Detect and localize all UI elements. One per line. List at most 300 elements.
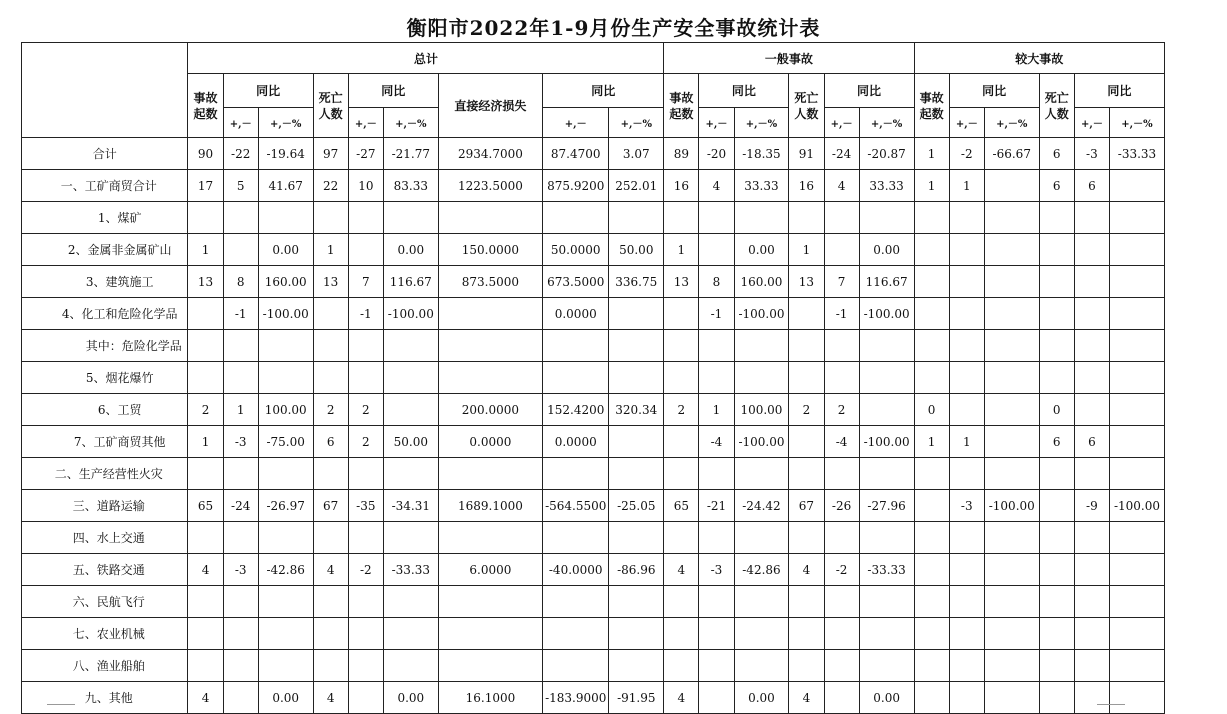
table-cell: 2 xyxy=(664,394,699,426)
table-cell xyxy=(1074,394,1109,426)
table-cell: 6 xyxy=(1074,170,1109,202)
table-cell xyxy=(313,522,348,554)
table-row xyxy=(22,330,1165,362)
table-cell xyxy=(914,298,949,330)
table-cell xyxy=(438,298,542,330)
table-cell: 5 xyxy=(223,170,258,202)
table-cell xyxy=(1109,522,1164,554)
table-cell: 0.00 xyxy=(734,682,789,714)
table-cell xyxy=(984,458,1039,490)
table-cell xyxy=(258,362,313,394)
table-cell xyxy=(859,522,914,554)
table-cell xyxy=(1074,650,1109,682)
table-cell: -27 xyxy=(348,138,383,170)
header-pct: +,－% xyxy=(859,108,914,138)
table-cell xyxy=(949,458,984,490)
header-diff: +,－ xyxy=(223,108,258,138)
table-cell xyxy=(789,618,824,650)
table-cell: 6 xyxy=(313,426,348,458)
table-cell xyxy=(664,650,699,682)
table-cell xyxy=(1074,458,1109,490)
table-cell: -19.64 xyxy=(258,138,313,170)
table-cell: 160.00 xyxy=(734,266,789,298)
table-cell xyxy=(543,202,609,234)
table-cell: 150.0000 xyxy=(438,234,542,266)
table-cell: 4 xyxy=(664,682,699,714)
group-header-total: 总计 xyxy=(188,43,664,74)
table-cell xyxy=(313,298,348,330)
table-cell xyxy=(859,394,914,426)
table-cell xyxy=(734,522,789,554)
table-cell xyxy=(984,362,1039,394)
table-cell: -4 xyxy=(824,426,859,458)
table-row xyxy=(22,586,1165,618)
table-cell xyxy=(949,298,984,330)
table-cell: 1 xyxy=(313,234,348,266)
table-cell: 67 xyxy=(313,490,348,522)
table-cell: 7 xyxy=(824,266,859,298)
table-cell: 1 xyxy=(789,234,824,266)
table-cell xyxy=(1109,650,1164,682)
table-cell: 0.0000 xyxy=(543,298,609,330)
table-cell xyxy=(1074,298,1109,330)
table-cell: 4 xyxy=(664,554,699,586)
table-cell xyxy=(348,362,383,394)
table-cell: 33.33 xyxy=(859,170,914,202)
table-cell: 4 xyxy=(824,170,859,202)
row-label: 三、道路运输 xyxy=(22,490,188,522)
table-cell: 4 xyxy=(699,170,734,202)
table-cell xyxy=(984,618,1039,650)
table-cell: 2 xyxy=(188,394,223,426)
table-cell xyxy=(734,362,789,394)
table-cell xyxy=(699,682,734,714)
table-cell xyxy=(949,554,984,586)
table-cell xyxy=(949,330,984,362)
table-cell xyxy=(1109,458,1164,490)
table-cell xyxy=(223,522,258,554)
table-cell xyxy=(188,586,223,618)
header-diff: +,－ xyxy=(824,108,859,138)
row-label: 五、铁路交通 xyxy=(22,554,188,586)
table-cell: 116.67 xyxy=(859,266,914,298)
table-cell xyxy=(984,554,1039,586)
table-cell: -100.00 xyxy=(258,298,313,330)
table-cell: -100.00 xyxy=(984,490,1039,522)
table-cell: 875.9200 xyxy=(543,170,609,202)
table-cell xyxy=(258,330,313,362)
table-cell: -35 xyxy=(348,490,383,522)
table-cell xyxy=(258,618,313,650)
table-row xyxy=(22,618,1165,650)
table-cell xyxy=(348,202,383,234)
header-accidents: 事故起数 xyxy=(914,74,949,138)
table-cell: 6 xyxy=(1039,138,1074,170)
table-cell xyxy=(223,586,258,618)
table-cell xyxy=(984,330,1039,362)
table-cell xyxy=(543,650,609,682)
table-cell xyxy=(859,202,914,234)
table-cell xyxy=(1074,330,1109,362)
header-pct: +,－% xyxy=(734,108,789,138)
table-cell: 8 xyxy=(223,266,258,298)
table-cell xyxy=(664,202,699,234)
table-cell xyxy=(1039,522,1074,554)
header-accidents: 事故起数 xyxy=(664,74,699,138)
table-cell xyxy=(258,522,313,554)
header-yoy: 同比 xyxy=(949,74,1039,108)
table-cell xyxy=(664,458,699,490)
table-cell: 2934.7000 xyxy=(438,138,542,170)
table-cell xyxy=(789,330,824,362)
table-cell xyxy=(1074,554,1109,586)
table-cell xyxy=(1074,202,1109,234)
table-cell: 10 xyxy=(348,170,383,202)
header-yoy: 同比 xyxy=(543,74,664,108)
table-cell xyxy=(348,650,383,682)
row-label: 7、工矿商贸其他 xyxy=(22,426,188,458)
table-cell xyxy=(1109,266,1164,298)
table-cell xyxy=(223,650,258,682)
table-cell: 2 xyxy=(824,394,859,426)
table-cell xyxy=(1109,426,1164,458)
table-cell: -2 xyxy=(348,554,383,586)
header-pct: +,－% xyxy=(609,108,664,138)
row-label: 六、民航飞行 xyxy=(22,586,188,618)
table-cell: -33.33 xyxy=(1109,138,1164,170)
table-cell xyxy=(348,458,383,490)
table-cell: 65 xyxy=(188,490,223,522)
table-cell xyxy=(1074,266,1109,298)
table-cell xyxy=(824,682,859,714)
table-cell: 89 xyxy=(664,138,699,170)
table-cell xyxy=(1039,586,1074,618)
table-cell xyxy=(859,586,914,618)
row-label: 二、生产经营性火灾 xyxy=(22,458,188,490)
table-cell xyxy=(609,522,664,554)
table-cell: 91 xyxy=(789,138,824,170)
table-cell xyxy=(438,330,542,362)
table-cell xyxy=(543,362,609,394)
table-cell: 6.0000 xyxy=(438,554,542,586)
table-cell xyxy=(543,618,609,650)
table-cell xyxy=(1109,618,1164,650)
table-cell xyxy=(949,522,984,554)
table-cell xyxy=(188,298,223,330)
table-cell xyxy=(609,586,664,618)
table-cell xyxy=(789,650,824,682)
row-label: 2、金属非金属矿山 xyxy=(22,234,188,266)
table-cell xyxy=(824,234,859,266)
table-cell: 2 xyxy=(348,394,383,426)
table-cell: 6 xyxy=(1074,426,1109,458)
table-cell: 116.67 xyxy=(383,266,438,298)
table-row xyxy=(22,650,1165,682)
table-cell: -66.67 xyxy=(984,138,1039,170)
table-cell: 0.00 xyxy=(258,234,313,266)
table-cell: -100.00 xyxy=(734,426,789,458)
row-label: 4、化工和危险化学品 xyxy=(22,298,188,330)
table-cell: -564.5500 xyxy=(543,490,609,522)
table-row xyxy=(22,266,1165,298)
table-cell: 41.67 xyxy=(258,170,313,202)
table-cell xyxy=(188,362,223,394)
table-cell xyxy=(188,618,223,650)
table-cell: 1 xyxy=(949,426,984,458)
table-cell xyxy=(348,522,383,554)
table-cell xyxy=(313,586,348,618)
table-cell xyxy=(664,362,699,394)
table-cell xyxy=(223,682,258,714)
table-row xyxy=(22,394,1165,426)
table-cell: 0 xyxy=(1039,394,1074,426)
table-cell xyxy=(188,330,223,362)
table-cell xyxy=(609,330,664,362)
table-cell: 1689.1000 xyxy=(438,490,542,522)
row-label: 1、煤矿 xyxy=(22,202,188,234)
table-cell xyxy=(824,618,859,650)
table-cell xyxy=(348,618,383,650)
table-cell: 16 xyxy=(789,170,824,202)
table-cell xyxy=(984,202,1039,234)
table-cell xyxy=(1039,618,1074,650)
table-cell xyxy=(699,362,734,394)
table-cell: 4 xyxy=(313,682,348,714)
table-cell xyxy=(699,330,734,362)
table-cell: 1 xyxy=(914,426,949,458)
table-cell xyxy=(949,202,984,234)
table-cell xyxy=(734,202,789,234)
table-row xyxy=(22,554,1165,586)
table-header xyxy=(22,43,1165,138)
table-cell xyxy=(348,234,383,266)
table-cell xyxy=(1109,330,1164,362)
table-cell: 1 xyxy=(188,234,223,266)
table-cell: -22 xyxy=(223,138,258,170)
table-cell: -21 xyxy=(699,490,734,522)
table-cell xyxy=(914,458,949,490)
header-deaths: 死亡人数 xyxy=(1039,74,1074,138)
table-cell xyxy=(1039,362,1074,394)
table-cell: 0.0000 xyxy=(438,426,542,458)
table-cell: 4 xyxy=(188,554,223,586)
table-cell xyxy=(1109,202,1164,234)
table-cell xyxy=(699,202,734,234)
header-yoy: 同比 xyxy=(824,74,914,108)
table-cell xyxy=(438,362,542,394)
table-cell xyxy=(258,202,313,234)
table-cell xyxy=(734,458,789,490)
table-cell xyxy=(859,458,914,490)
table-cell: -1 xyxy=(223,298,258,330)
table-cell xyxy=(914,234,949,266)
row-label: 合计 xyxy=(22,138,188,170)
table-cell: -1 xyxy=(824,298,859,330)
table-cell xyxy=(1039,330,1074,362)
table-cell xyxy=(543,330,609,362)
table-cell: -20.87 xyxy=(859,138,914,170)
table-cell xyxy=(313,618,348,650)
header-diff: +,－ xyxy=(699,108,734,138)
table-cell xyxy=(949,362,984,394)
table-cell: 0.0000 xyxy=(543,426,609,458)
table-cell xyxy=(313,202,348,234)
table-cell: 100.00 xyxy=(734,394,789,426)
header-pct: +,－% xyxy=(258,108,313,138)
table-body xyxy=(22,138,1165,714)
header-pct: +,－% xyxy=(984,108,1039,138)
table-cell xyxy=(1109,170,1164,202)
table-cell xyxy=(824,522,859,554)
table-cell xyxy=(824,458,859,490)
table-cell: -18.35 xyxy=(734,138,789,170)
table-cell xyxy=(824,586,859,618)
group-header-major: 较大事故 xyxy=(914,43,1164,74)
table-cell xyxy=(188,522,223,554)
header-yoy: 同比 xyxy=(1074,74,1164,108)
table-cell: -3 xyxy=(1074,138,1109,170)
table-cell: 873.5000 xyxy=(438,266,542,298)
table-cell xyxy=(438,522,542,554)
table-row xyxy=(22,202,1165,234)
table-cell xyxy=(984,426,1039,458)
header-pct: +,－% xyxy=(1109,108,1164,138)
table-row xyxy=(22,458,1165,490)
table-cell xyxy=(664,330,699,362)
table-cell: -9 xyxy=(1074,490,1109,522)
table-cell: 100.00 xyxy=(258,394,313,426)
header-diff: +,－ xyxy=(949,108,984,138)
table-cell xyxy=(914,202,949,234)
table-cell: -34.31 xyxy=(383,490,438,522)
table-cell xyxy=(1074,522,1109,554)
table-cell xyxy=(609,618,664,650)
table-cell xyxy=(348,330,383,362)
corner-cell xyxy=(22,43,188,138)
page-title: 衡阳市2022年1-9月份生产安全事故统计表 xyxy=(406,16,821,40)
table-cell xyxy=(188,458,223,490)
table-cell xyxy=(789,458,824,490)
table-cell: 2 xyxy=(789,394,824,426)
table-cell xyxy=(824,650,859,682)
table-cell: 3.07 xyxy=(609,138,664,170)
table-cell xyxy=(984,298,1039,330)
table-cell: 67 xyxy=(789,490,824,522)
table-cell: 0.00 xyxy=(734,234,789,266)
table-cell xyxy=(383,586,438,618)
table-cell xyxy=(1039,458,1074,490)
table-cell: 6 xyxy=(1039,170,1074,202)
table-cell xyxy=(223,234,258,266)
table-cell xyxy=(859,362,914,394)
table-cell: 4 xyxy=(188,682,223,714)
table-cell xyxy=(699,522,734,554)
table-cell: -86.96 xyxy=(609,554,664,586)
table-cell xyxy=(984,394,1039,426)
table-cell xyxy=(1039,682,1074,714)
table-row xyxy=(22,362,1165,394)
header-diff: +,－ xyxy=(543,108,609,138)
table-cell xyxy=(383,458,438,490)
table-cell xyxy=(258,586,313,618)
table-cell: 13 xyxy=(664,266,699,298)
table-cell xyxy=(949,618,984,650)
table-cell xyxy=(984,650,1039,682)
table-cell xyxy=(383,202,438,234)
table-cell: 6 xyxy=(1039,426,1074,458)
table-cell: -100.00 xyxy=(734,298,789,330)
row-label: 5、烟花爆竹 xyxy=(22,362,188,394)
table-cell xyxy=(914,522,949,554)
table-cell xyxy=(223,618,258,650)
table-cell: 1 xyxy=(699,394,734,426)
table-cell xyxy=(664,426,699,458)
table-cell xyxy=(383,362,438,394)
header-yoy: 同比 xyxy=(348,74,438,108)
table-cell xyxy=(1074,586,1109,618)
table-cell xyxy=(984,522,1039,554)
header-deaths: 死亡人数 xyxy=(313,74,348,138)
table-cell: -24 xyxy=(223,490,258,522)
table-cell: -100.00 xyxy=(1109,490,1164,522)
table-cell xyxy=(664,522,699,554)
table-cell: 65 xyxy=(664,490,699,522)
header-pct: +,－% xyxy=(383,108,438,138)
table-cell xyxy=(1039,266,1074,298)
table-cell xyxy=(383,618,438,650)
page-corner-mark-left xyxy=(47,704,75,713)
table-cell xyxy=(1109,234,1164,266)
table-cell: 50.00 xyxy=(383,426,438,458)
table-cell: 160.00 xyxy=(258,266,313,298)
table-cell xyxy=(914,362,949,394)
table-cell: 1 xyxy=(914,170,949,202)
table-cell: -3 xyxy=(699,554,734,586)
table-cell xyxy=(734,650,789,682)
table-cell: -91.95 xyxy=(609,682,664,714)
table-cell xyxy=(824,330,859,362)
table-cell xyxy=(258,458,313,490)
table-cell: -33.33 xyxy=(859,554,914,586)
table-cell xyxy=(609,298,664,330)
row-label: 七、农业机械 xyxy=(22,618,188,650)
table-cell: 33.33 xyxy=(734,170,789,202)
table-cell xyxy=(1039,202,1074,234)
table-cell xyxy=(699,618,734,650)
table-cell: -100.00 xyxy=(859,298,914,330)
table-cell: -27.96 xyxy=(859,490,914,522)
table-cell xyxy=(383,522,438,554)
page-corner-mark-right xyxy=(1097,704,1125,713)
table-cell: 17 xyxy=(188,170,223,202)
table-cell: -3 xyxy=(223,554,258,586)
table-cell xyxy=(789,586,824,618)
table-cell: 13 xyxy=(313,266,348,298)
table-cell: 1 xyxy=(223,394,258,426)
table-cell xyxy=(609,458,664,490)
table-cell xyxy=(609,426,664,458)
table-cell xyxy=(223,458,258,490)
table-cell xyxy=(699,650,734,682)
table-cell: 673.5000 xyxy=(543,266,609,298)
table-cell: 0.00 xyxy=(859,682,914,714)
table-cell: 0.00 xyxy=(383,234,438,266)
table-cell: -3 xyxy=(223,426,258,458)
table-cell: 1223.5000 xyxy=(438,170,542,202)
row-label: 3、建筑施工 xyxy=(22,266,188,298)
table-cell: -24.42 xyxy=(734,490,789,522)
table-row xyxy=(22,298,1165,330)
